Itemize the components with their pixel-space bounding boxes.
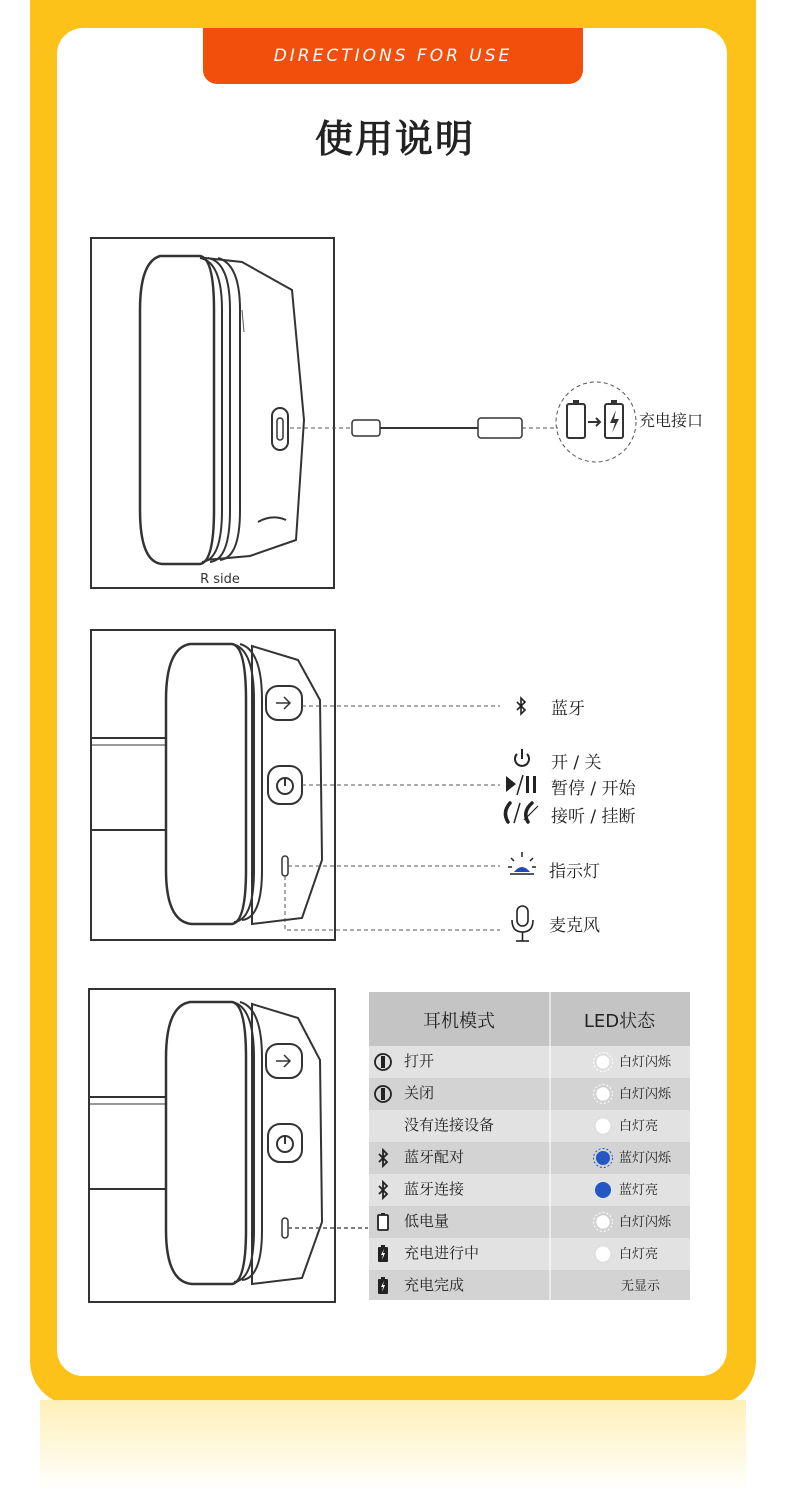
led-status-table — [369, 992, 690, 1300]
play-pause-label: 暂停 / 开始 — [551, 779, 636, 799]
blue-dot — [593, 1180, 613, 1200]
table-row: 打开 白灯闪烁 — [369, 1046, 690, 1078]
white-dot — [593, 1244, 613, 1264]
blue-blink-dot — [593, 1148, 613, 1168]
call-label: 接听 / 挂断 — [551, 807, 636, 827]
power-icon — [373, 1084, 393, 1104]
page-title: 使用说明 — [314, 117, 475, 161]
white-blink-dot — [593, 1084, 613, 1104]
table-row: 蓝牙配对 蓝灯闪烁 — [369, 1142, 690, 1174]
table-header — [369, 992, 690, 1046]
white-dot — [593, 1116, 613, 1136]
table-row: 蓝牙连接 蓝灯亮 — [369, 1174, 690, 1206]
column-divider — [549, 992, 551, 1300]
battery-full-icon — [373, 1276, 393, 1296]
directions-banner: DIRECTIONS FOR USE — [203, 28, 583, 84]
bluetooth-label: 蓝牙 — [551, 699, 585, 719]
table-row: 没有连接设备 白灯亮 — [369, 1110, 690, 1142]
table-row: 关闭 白灯闪烁 — [369, 1078, 690, 1110]
r-side-label: R side — [200, 572, 240, 587]
bottom-glow — [40, 1400, 746, 1492]
header-led: LED状态 — [583, 1011, 656, 1032]
white-blink-dot — [593, 1052, 613, 1072]
table-row: 充电完成 无显示 — [369, 1270, 690, 1300]
battery-charging-icon — [373, 1244, 393, 1264]
bluetooth-icon — [373, 1180, 393, 1200]
white-blink-dot — [593, 1212, 613, 1232]
indicator-label: 指示灯 — [549, 862, 600, 882]
battery-low-icon — [373, 1212, 393, 1232]
table-row: 低电量 白灯闪烁 — [369, 1206, 690, 1238]
power-label: 开 / 关 — [551, 753, 602, 773]
charging-port-label: 充电接口 — [639, 411, 704, 430]
power-icon — [373, 1052, 393, 1072]
led-hole-2 — [282, 1218, 288, 1238]
header-mode: 耳机模式 — [423, 1011, 495, 1032]
table-row: 充电进行中 白灯亮 — [369, 1238, 690, 1270]
bluetooth-icon — [373, 1148, 393, 1168]
microphone-label: 麦克风 — [549, 916, 600, 936]
